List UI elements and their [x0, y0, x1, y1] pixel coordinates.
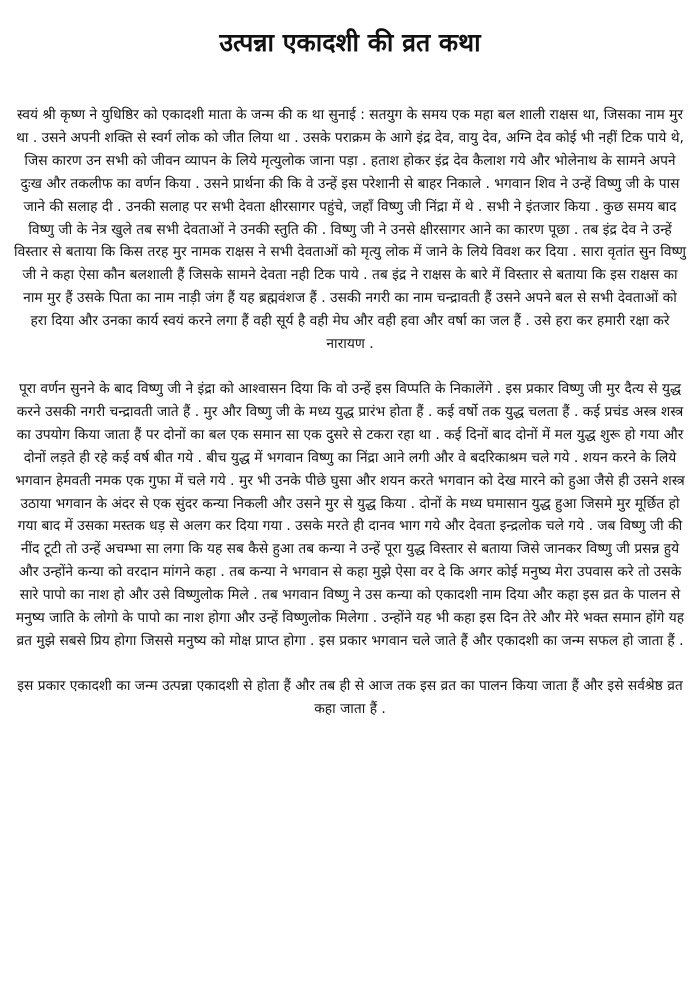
story-paragraph-1: स्वयं श्री कृष्ण ने युधिष्ठिर को एकादशी माता के जन्म की क था सुनाई : सतयुग के समय एक महा बल शाली राक्षस था, जिसका नाम मुर था . उसने अपनी शक्ति से स्वर्ग लोक को जीत लिया था . उसके पराक्रम के आगे इंद्र देव, वायु देव, अग्नि देव कोई भी नहीं टिक पाये थे, जिस कारण उन सभी को जीवन व्यापन के लिये मृत्युलोक जाना पड़ा . हताश होकर इंद्र देव कैलाश गये और भोलेनाथ के सामने अपने दुःख और तकलीफ का वर्णन किया . उसने प्रार्थना की कि वे उन्हें इस परेशानी से बाहर निकाले . भगवान शिव ने उन्हें विष्णु जी के पास जाने की सलाह दी . उनकी सलाह पर सभी देवता क्षीरसागर पहुंचे, जहाँ विष्णु जी निंद्रा में थे . सभी ने इंतजार किया . कुछ समय बाद विष्णु जी के नेत्र खुले तब सभी देवताओं ने उनकी स्तुति की . विष्णु जी ने उनसे क्षीरसागर आने का कारण पूछा . तब इंद्र देव ने उन्हें विस्तार से बताया कि किस तरह मुर नामक राक्षस ने सभी देवताओं को मृत्यु लोक में जाने के लिये विवश कर दिया . सारा वृतांत सुन विष्णु जी ने कहा ऐसा कौन बलशाली हैं जिसके सामने देवता नही टिक पाये . तब इंद्र ने राक्षस के बारे में विस्तार से बताया कि इस राक्षस का नाम मुर हैं उसके पिता का नाम नाड़ी जंग हैं यह ब्रह्मवंशज हैं . उसकी नगरी का नाम चन्द्रावती हैं उसने अपने बल से सभी देवताओं को हरा दिया और उनका कार्य स्वयं करने लगा हैं वही सूर्य है वही मेघ और वही हवा और वर्षा का जल हैं . उसे हरा कर हमारी रक्षा करे नारायण .	[14, 107, 686, 353]
page-title: उत्पन्ना एकादशी की व्रत कथा	[219, 28, 481, 57]
story-paragraph-2: पूरा वर्णन सुनने के बाद विष्णु जी ने इंद्रा को आश्वासन दिया कि वो उन्हें इस विप्पति के निकालेंगे . इस प्रकार विष्णु जी मुर दैत्य से युद्ध करने उसकी नगरी चन्द्रावती जाते हैं . मुर और विष्णु जी के मध्य युद्ध प्रारंभ होता हैं . कई वर्षो तक युद्ध चलता हैं . कई प्रचंड अस्त्र शस्त्र का उपयोग किया जाता हैं पर दोनों का बल एक समान सा एक दुसरे से टकरा रहा था . कई दिनों बाद दोनों में मल युद्ध शुरू हो गया और दोनों लड़ते ही रहे कई वर्ष बीत गये . बीच युद्ध में भगवान विष्णु का निंद्रा आने लगी और वे बदरिकाश्रम चले गये . शयन करने के लिये भगवान हेमवती नमक एक गुफा में चले गये . मुर भी उनके पीछे घुसा और शयन करते भगवान को देख मारने को हुआ जैसे ही उसने शस्त्र उठाया भगवान के अंदर से एक सुंदर कन्या निकली और उसने मुर से युद्ध किया . दोनों के मध्य घमासान युद्ध हुआ जिसमे मुर मूर्छित हो गया बाद में उसका मस्तक धड़ से अलग कर दिया गया . उसके मरते ही दानव भाग गये और देवता इन्द्रलोक चले गये . जब विष्णु जी की नींद टूटी तो उन्हें अचम्भा सा लगा कि यह सब कैसे हुआ तब कन्या ने उन्हें पूरा युद्ध विस्तार से बताया जिसे जानकर विष्णु जी प्रसन्न हुये और उन्होंने कन्या को वरदान मांगने कहा . तब कन्या ने भगवान से कहा मुझे ऐसा वर दे कि अगर कोई मनुष्य मेरा उपवास करे तो उसके सारे पापो का नाश हो और उसे विष्णुलोक मिले . तब भगवान विष्णु ने उस कन्या को एकादशी नाम दिया और कहा इस व्रत के पालन से मनुष्य जाति के लोगो के पापो का नाश होगा और उन्हें विष्णुलोक मिलेगा . उन्होंने यह भी कहा इस दिन तेरे और मेरे भक्त समान होंगे यह व्रत मुझे सबसे प्रिय होगा जिससे मनुष्य को मोक्ष प्राप्त होगा . इस प्रकार भगवान चले जाते हैं और एकादशी का जन्म सफल हो जाता हैं .	[15, 380, 685, 649]
story-paragraph-3: इस प्रकार एकादशी का जन्म उत्पन्ना एकादशी से होता हैं और तब ही से आज तक इस व्रत का पालन किया जाता हैं और इसे सर्वश्रेष्ठ व्रत कहा जाता हैं .	[17, 677, 683, 717]
